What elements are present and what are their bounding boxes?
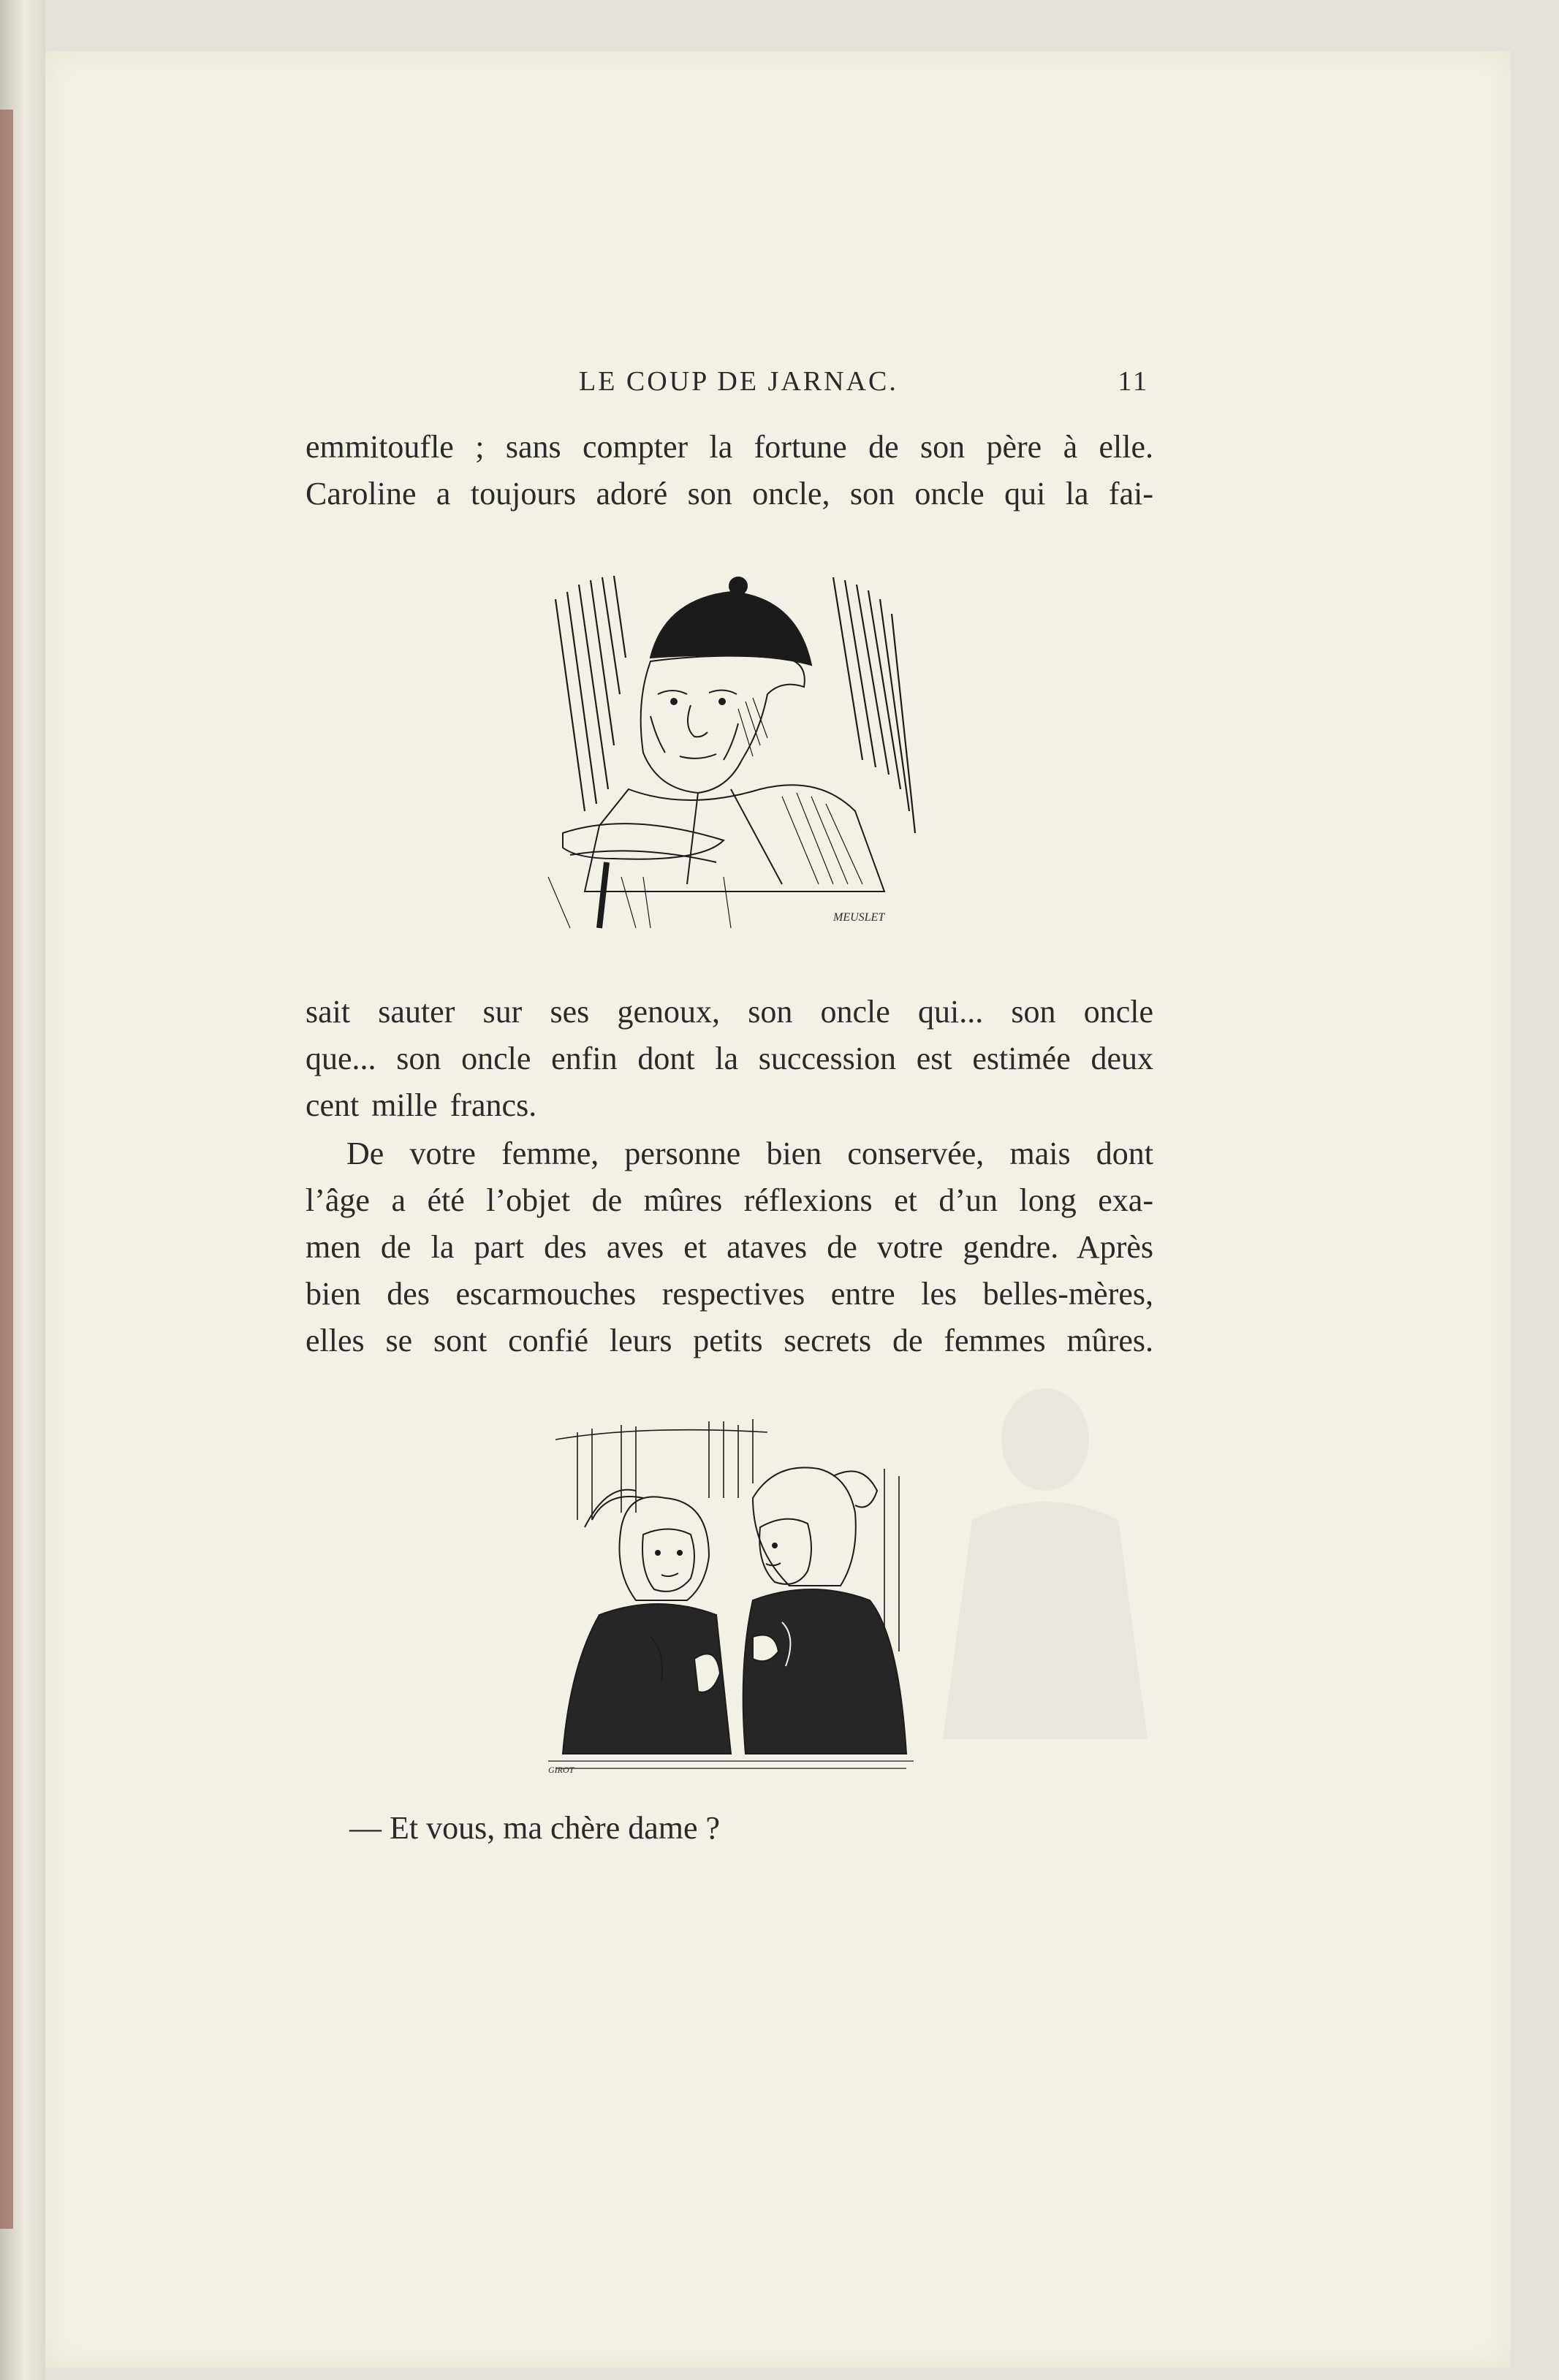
text-line: que... son oncle enfin dont la succession est estimée deux <box>306 1041 1153 1076</box>
text-line: De votre femme, personne bien conservée, mais dont <box>346 1136 1153 1171</box>
text-line: cent mille francs. <box>306 1087 537 1123</box>
paragraph-2 <box>306 989 1153 1129</box>
binding-edge <box>0 110 13 2229</box>
text-line: l’âge a été l’objet de mûres réflexions et d’un long exa- <box>306 1182 1153 1218</box>
show-through-figure <box>928 1374 1162 1754</box>
engraver-signature: GIROT <box>548 1765 574 1775</box>
paragraph-3 <box>306 1130 1153 1364</box>
old-man-engraving <box>541 570 921 935</box>
dialogue-line: — Et vous, ma chère dame ? <box>349 1810 721 1846</box>
text-line: men de la part des aves et ataves de votre gendre. Après <box>306 1229 1153 1265</box>
engraver-signature: MEUSLET <box>833 911 885 924</box>
paragraph-1 <box>306 424 1153 517</box>
text-line: emmitoufle ; sans compter la fortune de son père à elle. <box>306 429 1153 465</box>
text-line: bien des escarmouches respectives entre les belles-mères, <box>306 1276 1153 1312</box>
two-women-engraving <box>534 1418 928 1776</box>
text-line: Caroline a toujours adoré son oncle, son oncle qui la fai- <box>306 476 1153 512</box>
text-line: elles se sont confié leurs petits secrets de femmes mûres. <box>306 1323 1153 1358</box>
text-line: sait sauter sur ses genoux, son oncle qui... son oncle <box>306 994 1153 1030</box>
running-title: LE COUP DE JARNAC. <box>579 366 898 397</box>
page-header <box>301 365 1149 409</box>
page-number: 11 <box>1118 366 1149 397</box>
